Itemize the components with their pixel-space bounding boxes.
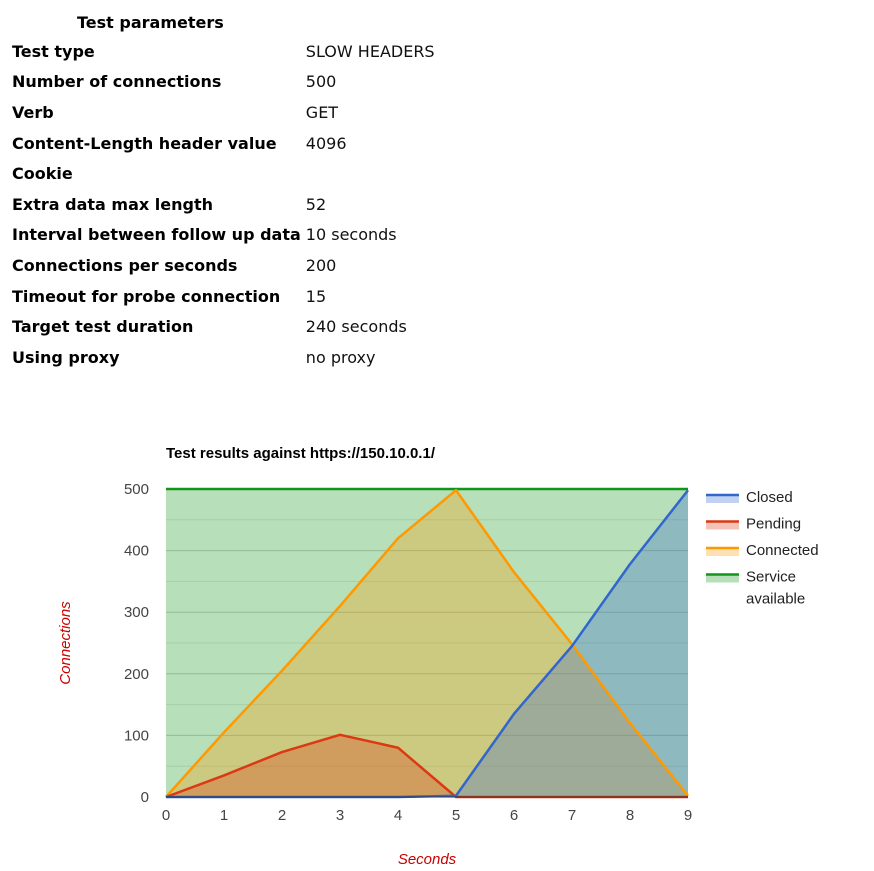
x-tick-label: 5 bbox=[451, 807, 461, 824]
y-tick-label: 300 bbox=[123, 604, 149, 622]
param-row bbox=[7, 158, 435, 189]
param-label: Target test duration bbox=[12, 317, 194, 337]
param-value: 500 bbox=[305, 72, 337, 92]
param-label: Extra data max length bbox=[12, 194, 213, 214]
param-label: Test type bbox=[12, 41, 95, 61]
legend-label: Service available bbox=[746, 568, 806, 608]
param-row bbox=[7, 36, 435, 67]
param-value: SLOW HEADERS bbox=[305, 41, 435, 61]
param-row bbox=[7, 128, 435, 159]
x-tick-label: 0 bbox=[161, 807, 171, 824]
y-tick-label: 200 bbox=[123, 665, 149, 683]
x-tick-label: 4 bbox=[393, 807, 403, 824]
param-value: 15 bbox=[305, 286, 327, 306]
param-value: no proxy bbox=[305, 347, 376, 367]
param-label: Connections per seconds bbox=[12, 255, 238, 275]
param-value: 10 seconds bbox=[305, 225, 397, 245]
param-label: Content-Length header value bbox=[12, 133, 277, 153]
param-value: 4096 bbox=[305, 133, 347, 153]
test-parameters-table bbox=[7, 8, 435, 373]
param-row bbox=[7, 220, 435, 251]
y-tick-label: 500 bbox=[123, 481, 149, 498]
param-row bbox=[7, 97, 435, 128]
x-tick-label: 3 bbox=[335, 807, 345, 824]
param-row bbox=[7, 189, 435, 220]
legend-label: Connected bbox=[746, 542, 819, 559]
chart-title: Test results against https://150.10.0.1/ bbox=[166, 445, 435, 462]
param-label: Interval between follow up data bbox=[12, 225, 301, 245]
y-tick-label: 0 bbox=[140, 789, 149, 806]
y-axis-title: Connections bbox=[57, 601, 74, 685]
x-tick-label: 6 bbox=[509, 807, 519, 824]
param-label: Verb bbox=[12, 102, 54, 122]
x-tick-label: 9 bbox=[683, 807, 693, 824]
x-tick-label: 7 bbox=[567, 807, 577, 824]
param-label: Using proxy bbox=[12, 347, 120, 367]
x-tick-label: 1 bbox=[219, 807, 229, 824]
param-row bbox=[7, 281, 435, 312]
param-row bbox=[7, 67, 435, 98]
legend-label: Pending bbox=[746, 515, 802, 533]
param-row bbox=[7, 311, 435, 342]
param-value bbox=[301, 158, 435, 189]
parameters-heading: Test parameters bbox=[77, 12, 224, 32]
y-tick-label: 400 bbox=[123, 542, 149, 560]
x-axis-title: Seconds bbox=[397, 851, 457, 868]
param-value: 52 bbox=[305, 194, 327, 214]
param-row bbox=[7, 250, 435, 281]
connections-chart bbox=[0, 430, 874, 871]
param-value: 200 bbox=[305, 255, 337, 275]
x-tick-label: 2 bbox=[277, 807, 287, 824]
param-value: GET bbox=[305, 102, 339, 122]
param-label: Cookie bbox=[12, 164, 73, 184]
param-label: Timeout for probe connection bbox=[12, 286, 281, 306]
param-label: Number of connections bbox=[12, 72, 222, 92]
param-row bbox=[7, 342, 435, 373]
param-value: 240 seconds bbox=[305, 317, 407, 337]
x-tick-label: 8 bbox=[625, 807, 635, 824]
legend-label: Closed bbox=[746, 489, 793, 506]
y-tick-label: 100 bbox=[123, 727, 149, 745]
